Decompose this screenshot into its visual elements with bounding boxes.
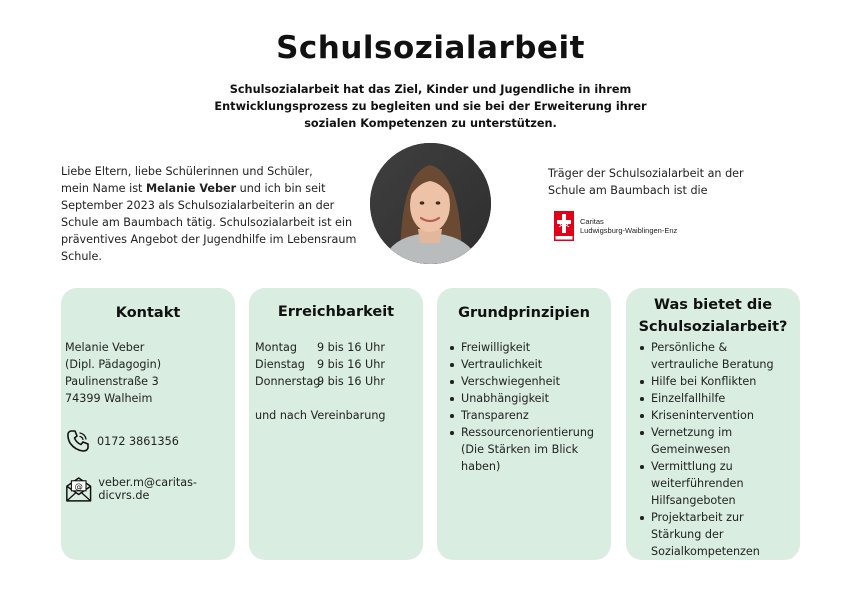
erreichbarkeit-card bbox=[249, 288, 423, 560]
kontakt-role: (Dipl. Pädagogin) bbox=[65, 358, 162, 371]
caritas-region: Ludwigsburg-Waiblingen-Enz bbox=[580, 226, 678, 235]
page-subtitle: Schulsozialarbeit hat das Ziel, Kinder und Jugendliche in ihrem Entwicklungsprozess zu begleiten und sie bei der Erweiterung ihrer sozialen Kompetenzen zu unterstützen. bbox=[214, 83, 647, 130]
kontakt-name: Melanie Veber bbox=[65, 341, 145, 354]
hours-time: 9 bis 16 Uhr bbox=[317, 341, 385, 354]
list-item: Einzelfallhilfe bbox=[639, 390, 797, 407]
list-item: Persönliche & vertrauliche Beratung bbox=[639, 339, 797, 373]
caritas-cross-logo bbox=[554, 211, 574, 241]
angebot-title: Was bietet die Schulsozialarbeit? bbox=[638, 297, 788, 335]
caritas-logo bbox=[554, 211, 677, 241]
kontakt-address bbox=[65, 339, 161, 407]
erreichbarkeit-title: Erreichbarkeit bbox=[277, 304, 395, 320]
list-item: Projektarbeit zur Stärkung der Sozialkompetenzen bbox=[639, 509, 797, 560]
email-address[interactable]: veber.m@caritas-dicvrs.de bbox=[98, 476, 197, 502]
page-title: Schulsozialarbeit bbox=[276, 30, 585, 66]
angebot-card bbox=[626, 288, 800, 560]
svg-text:@: @ bbox=[74, 481, 83, 491]
hours-time: 9 bis 16 Uhr bbox=[317, 358, 385, 371]
list-item: Hilfe bei Konflikten bbox=[639, 373, 797, 390]
list-item: Freiwilligkeit bbox=[449, 339, 604, 356]
intro-name: Melanie Veber bbox=[145, 182, 237, 195]
hours-row bbox=[255, 373, 386, 390]
list-item: Verschwiegenheit bbox=[449, 373, 604, 390]
phone-row[interactable] bbox=[65, 428, 179, 454]
list-item: Vernetzung im Gemeinwesen bbox=[639, 424, 797, 458]
hours-list bbox=[255, 339, 386, 424]
kontakt-title: Kontakt bbox=[115, 305, 181, 321]
hours-extra: und nach Vereinbarung bbox=[255, 409, 386, 422]
list-item: Unabhängigkeit bbox=[449, 390, 604, 407]
phone-icon bbox=[65, 428, 91, 454]
kontakt-city: 74399 Walheim bbox=[65, 392, 153, 405]
caritas-name: Caritas bbox=[580, 217, 604, 226]
intro-greeting: Liebe Eltern, liebe Schülerinnen und Schüler, bbox=[61, 165, 313, 178]
hours-day: Montag bbox=[255, 341, 297, 354]
list-item: Krisenintervention bbox=[639, 407, 797, 424]
intro-body: September 2023 als Schulsozialarbeiterin an der Schule am Baumbach tätig. Schulsozialarbeit ist ein präventives Angebot der Jugendhilfe im Lebensraum Schule. bbox=[61, 199, 357, 263]
mail-icon bbox=[65, 474, 92, 504]
list-item: Ressourcenorientierung (Die Stärken im Blick haben) bbox=[449, 424, 604, 475]
grundprinzipien-card bbox=[437, 288, 611, 560]
list-item: Transparenz bbox=[449, 407, 604, 424]
traeger-text: Träger der Schulsozialarbeit an der Schule am Baumbach ist die bbox=[548, 167, 744, 197]
list-item: Vermittlung zu weiterführenden Hilfsangeboten bbox=[639, 458, 797, 509]
hours-time: 9 bis 16 Uhr bbox=[317, 375, 385, 388]
angebot-list bbox=[639, 339, 797, 560]
hours-day: Dienstag bbox=[255, 358, 305, 371]
hours-day: Donnerstag bbox=[255, 375, 321, 388]
intro-name-suffix: und ich bin seit bbox=[236, 182, 326, 195]
hours-row bbox=[255, 356, 386, 373]
kontakt-card bbox=[61, 288, 235, 560]
grundprinzipien-list bbox=[449, 339, 604, 475]
intro-name-prefix: mein Name ist bbox=[61, 182, 146, 195]
kontakt-street: Paulinenstraße 3 bbox=[65, 375, 159, 388]
grundprinzipien-title: Grundprinzipien bbox=[458, 305, 590, 321]
phone-number[interactable]: 0172 3861356 bbox=[97, 434, 179, 448]
mail-row[interactable] bbox=[65, 474, 235, 504]
intro-text bbox=[61, 163, 361, 265]
hours-row bbox=[255, 339, 386, 356]
list-item: Vertraulichkeit bbox=[449, 356, 604, 373]
portrait-photo bbox=[370, 143, 491, 264]
